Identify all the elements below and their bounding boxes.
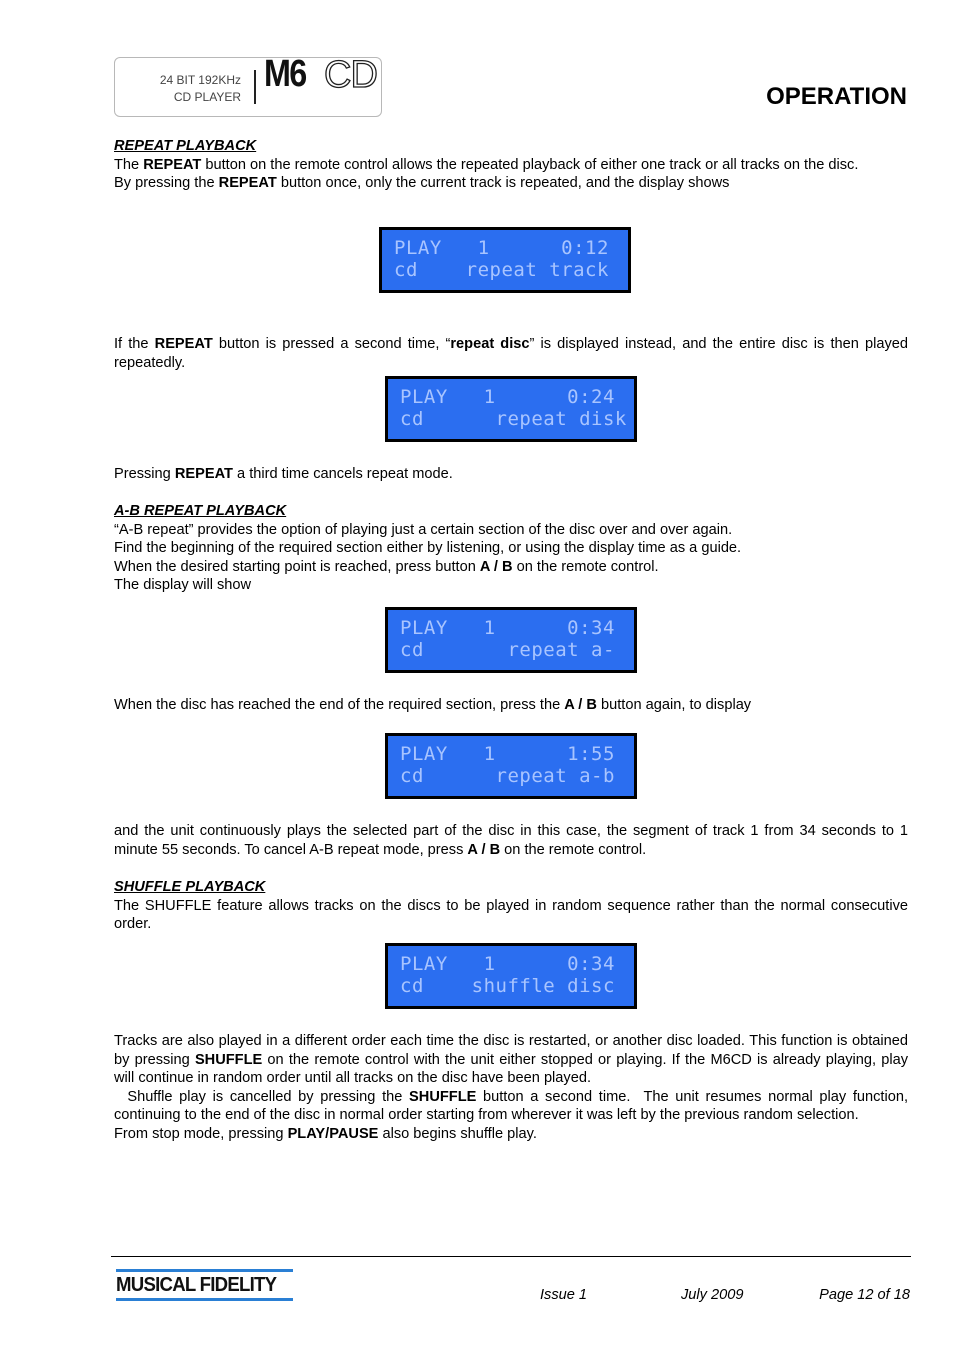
lcd-line1: PLAY 1 0:24 xyxy=(400,386,615,408)
lcd-line2: cd shuffle disc xyxy=(400,975,615,997)
ab-p3: When the desired starting point is reached, press button A / B on the remote control. xyxy=(114,558,659,575)
ab-p1: “A-B repeat” provides the option of playing just a certain section of the disc over and over again. xyxy=(114,521,733,538)
lcd-display-repeat-track xyxy=(379,227,631,293)
repeat-section xyxy=(114,137,908,193)
lcd-line2: cd repeat a-b xyxy=(400,765,615,787)
shuffle-body xyxy=(114,1032,913,1143)
repeat-p1: The REPEAT button on the remote control allows the repeated playback of either one track or all tracks on the disc. xyxy=(114,156,859,173)
lcd-display-repeat-disk xyxy=(385,376,637,442)
shuffle-p4: From stop mode, pressing PLAY/PAUSE also begins shuffle play. xyxy=(114,1125,537,1142)
shuffle-heading: SHUFFLE PLAYBACK xyxy=(114,879,266,895)
repeat-p4: Pressing REPEAT a third time cancels repeat mode. xyxy=(114,466,453,482)
lcd-line2: cd repeat track xyxy=(394,259,609,281)
footer-issue: Issue 1 xyxy=(540,1287,588,1303)
brand-name: MUSICAL FIDELITY xyxy=(116,1274,277,1296)
lcd-line1: PLAY 1 1:55 xyxy=(400,743,615,765)
lcd-line2: cd repeat a- xyxy=(400,639,615,661)
footer-page-number: Page 12 of 18 xyxy=(819,1287,910,1303)
lcd-display-shuffle-disc xyxy=(385,943,637,1009)
logo-divider xyxy=(254,70,256,104)
lcd-display-repeat-ab xyxy=(385,733,637,799)
logo-line1: 24 BIT 192KHz xyxy=(159,73,241,87)
repeat-p3: If the REPEAT button is pressed a second time, “repeat disc” is displayed instead, and the entire disc is then played repeatedly. xyxy=(114,336,909,371)
ab-p5: When the disc has reached the end of the required section, press the A / B button again, to display xyxy=(114,697,752,713)
ab-p6: and the unit continuously plays the selected part of the disc in this case, the segment of track 1 from 34 seconds to 1 minute 55 seconds. To cancel A-B repeat mode, press A / B on the remote control. xyxy=(114,823,908,858)
ab-p2: Find the beginning of the required section either by listening, or using the display time as a guide. xyxy=(114,540,742,556)
lcd-line1: PLAY 1 0:34 xyxy=(400,953,615,975)
logo-subtitle xyxy=(160,72,241,106)
shuffle-p3: Shuffle play is cancelled by pressing the SHUFFLE button a second time. The unit resumes normal play function, continuing to the end of the disc in normal order starting from wherever it was left by the previous random selection. xyxy=(114,1088,913,1123)
repeat-p2: By pressing the REPEAT button once, only the current track is repeated, and the display shows xyxy=(114,175,730,191)
product-logo xyxy=(114,53,382,117)
musical-fidelity-logo xyxy=(116,1269,293,1303)
ab-heading: A-B REPEAT PLAYBACK xyxy=(114,503,287,519)
page-title: OPERATION xyxy=(766,83,907,110)
lcd-line1: PLAY 1 0:12 xyxy=(394,237,609,259)
footer-date: July 2009 xyxy=(681,1287,744,1303)
logo-stripe-bottom xyxy=(116,1298,293,1301)
shuffle-p1: The SHUFFLE feature allows tracks on the discs to be played in random sequence rather than the normal consecutive order. xyxy=(114,897,908,932)
ab-section xyxy=(114,502,908,595)
repeat-heading: REPEAT PLAYBACK xyxy=(114,138,257,154)
shuffle-p2: Tracks are also played in a different order each time the disc is restarted, or another disc loaded. This function is obtained by pressing SHUFFLE on the remote control with the unit either stopped or playing. If the M6CD is already playing, play will continue in random order until all tracks on the disc have been played. xyxy=(114,1033,909,1086)
logo-cd: CD xyxy=(324,54,377,96)
footer-divider xyxy=(111,1256,911,1257)
logo-line2: CD PLAYER xyxy=(173,90,241,104)
lcd-line1: PLAY 1 0:34 xyxy=(400,617,615,639)
lcd-display-repeat-a xyxy=(385,607,637,673)
logo-m6: M6 xyxy=(264,53,306,95)
lcd-line2: cd repeat disk xyxy=(400,408,627,430)
shuffle-section xyxy=(114,878,908,934)
ab-p4: The display will show xyxy=(114,577,252,593)
